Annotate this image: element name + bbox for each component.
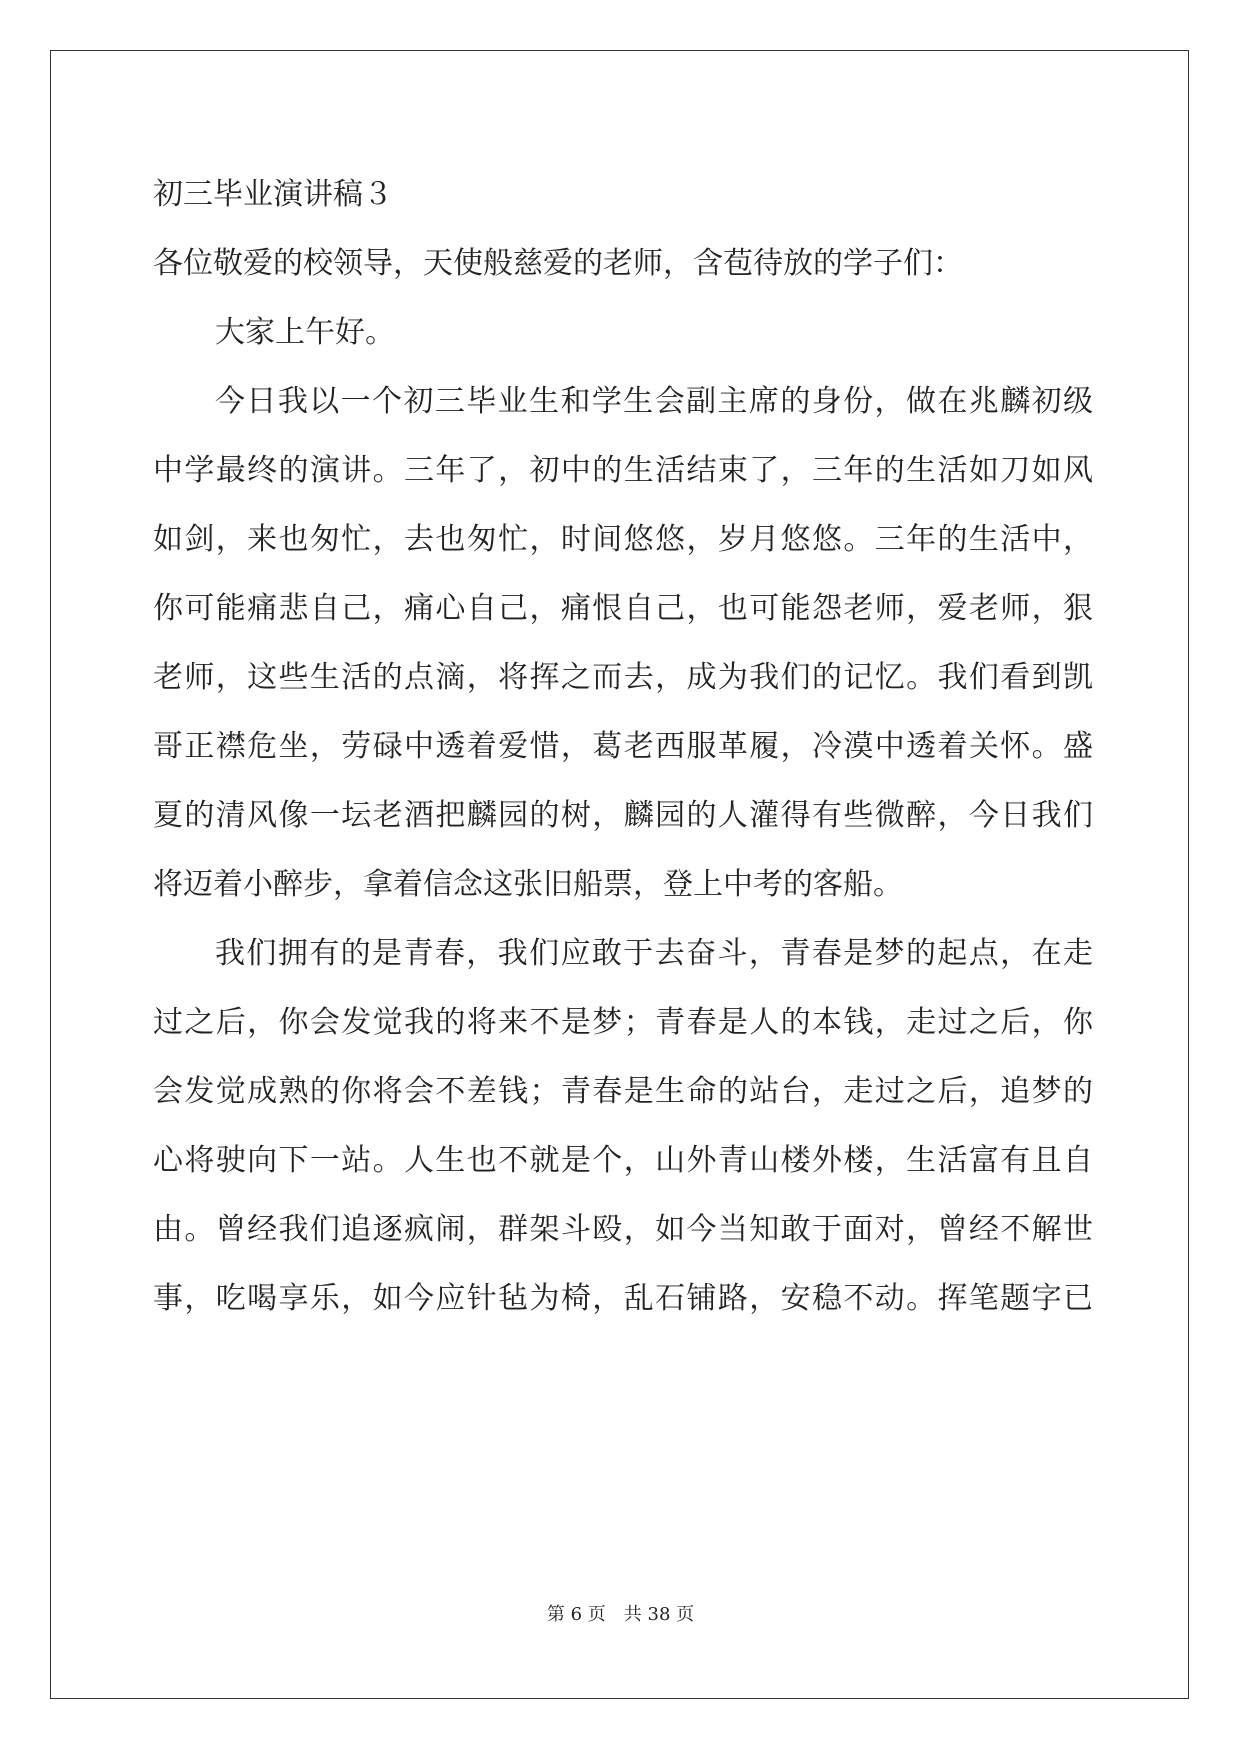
paragraph-line: 将迈着小醉步，拿着信念这张旧船票，登上中考的客船。	[153, 867, 903, 902]
paragraph-line: 如剑，来也匆忙，去也匆忙，时间悠悠，岁月悠悠。三年的生活中，	[153, 522, 1093, 557]
document-title: 初三毕业演讲稿３	[153, 177, 393, 212]
paragraph-line: 事，吃喝享乐，如今应针毡为椅，乱石铺路，安稳不动。挥笔题字已	[153, 1281, 1093, 1316]
paragraph-line: 中学最终的演讲。三年了，初中的生活结束了，三年的生活如刀如风	[153, 453, 1093, 488]
paragraph-line: 夏的清风像一坛老酒把麟园的树，麟园的人灌得有些微醉，今日我们	[153, 798, 1093, 833]
page-footer	[0, 1600, 1241, 1626]
greeting-line: 大家上午好。	[215, 315, 395, 350]
paragraph-line: 哥正襟危坐，劳碌中透着爱惜，葛老西服革履，冷漠中透着关怀。盛	[153, 729, 1093, 764]
paragraph-line: 我们拥有的是青春，我们应敢于去奋斗，青春是梦的起点，在走	[215, 936, 1093, 971]
salutation-line: 各位敬爱的校领导，天使般慈爱的老师，含苞待放的学子们：	[153, 246, 963, 281]
paragraph-line: 心将驶向下一站。人生也不就是个，山外青山楼外楼，生活富有且自	[153, 1143, 1093, 1178]
paragraph-line: 今日我以一个初三毕业生和学生会副主席的身份，做在兆麟初级	[215, 384, 1093, 419]
paragraph-line: 老师，这些生活的点滴，将挥之而去，成为我们的记忆。我们看到凯	[153, 660, 1093, 695]
paragraph-line: 由。曾经我们追逐疯闹，群架斗殴，如今当知敢于面对，曾经不解世	[153, 1212, 1093, 1247]
document-body	[153, 160, 1093, 1333]
page-number: 第 6 页 共 38 页	[546, 1604, 695, 1625]
paragraph-line: 会发觉成熟的你将会不差钱；青春是生命的站台，走过之后，追梦的	[153, 1074, 1093, 1109]
paragraph-line: 你可能痛悲自己，痛心自己，痛恨自己，也可能怨老师，爱老师，狠	[153, 591, 1093, 626]
paragraph-line: 过之后，你会发觉我的将来不是梦；青春是人的本钱，走过之后，你	[153, 1005, 1093, 1040]
